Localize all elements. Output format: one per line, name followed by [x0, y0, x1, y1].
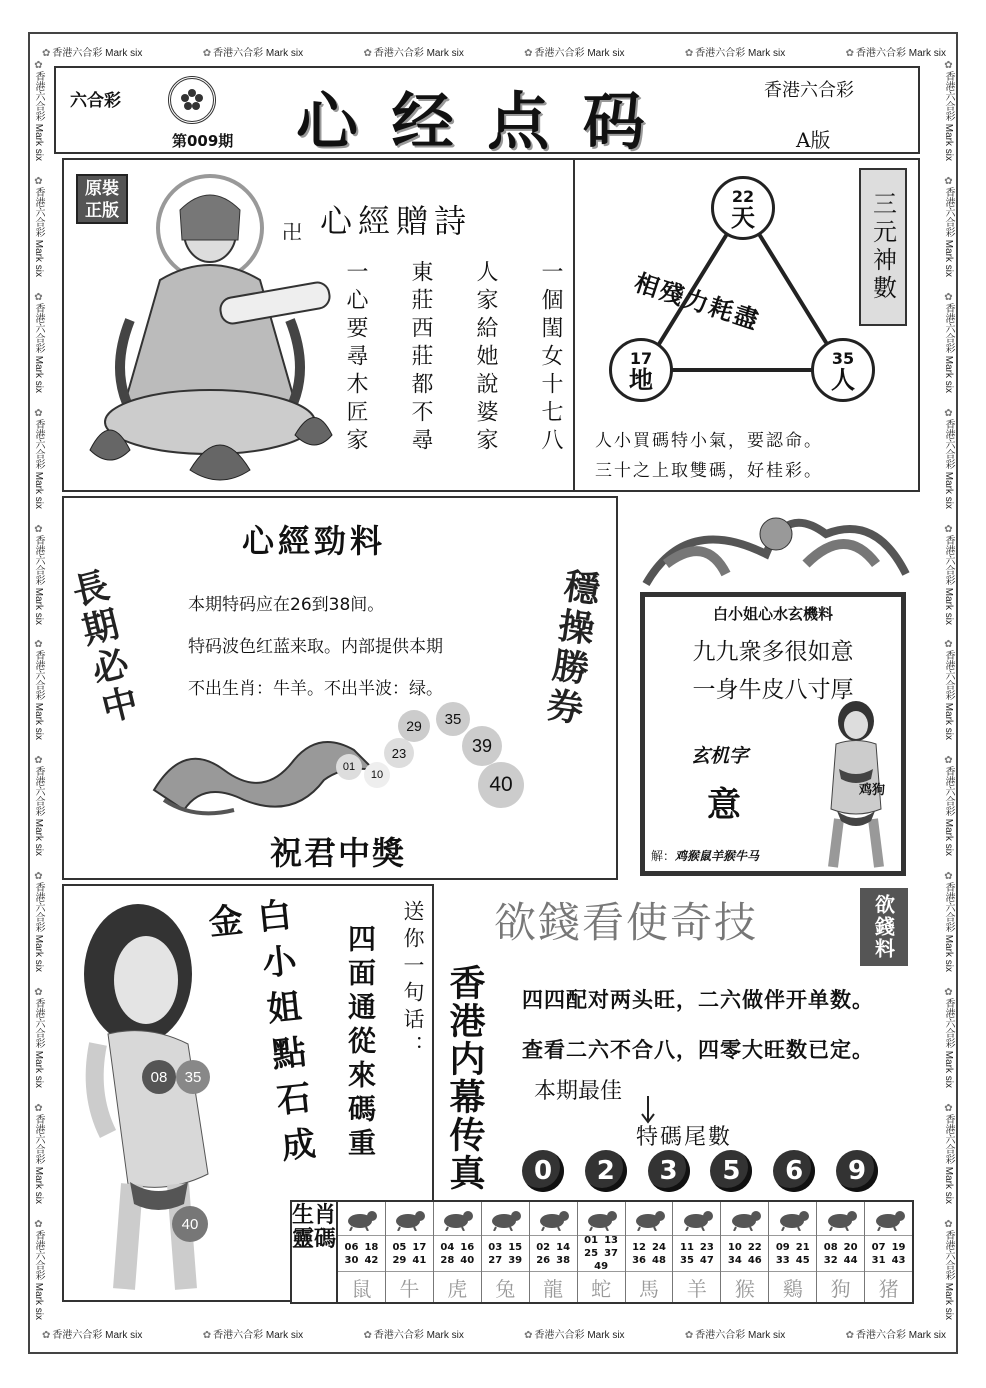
zodiac-label: 生肖靈碼 [292, 1202, 338, 1302]
node-di-label: 地 [629, 365, 653, 394]
zodiac-name: 馬 [638, 1276, 659, 1301]
flower-icon: ✿ [845, 48, 854, 59]
zodiac-number: 31 [871, 1254, 886, 1266]
zodiac-name: 鷄 [782, 1276, 803, 1301]
border-label: ✿香港六合彩 Mark six [943, 871, 954, 973]
zodiac-animal-icon [434, 1202, 481, 1236]
zodiac-number: 23 [699, 1241, 714, 1253]
zodiac-cell-6 [626, 1202, 674, 1302]
xuanji-label: 玄机字 [691, 745, 749, 767]
tail-ball-3: 3 [648, 1150, 690, 1192]
zodiac-name: 兔 [495, 1276, 516, 1301]
node-di-num: 17 [629, 348, 653, 368]
girl-ball-08: 08 [142, 1060, 176, 1094]
jinliao-footer: 祝君中獎 [270, 834, 407, 872]
zodiac-numbers [769, 1236, 816, 1272]
swastika-symbol: 卍 [282, 220, 302, 244]
flower-icon: ✿ [943, 291, 954, 303]
model-figure [811, 699, 901, 869]
node-tian [711, 176, 775, 240]
phrase-vertical: 四面通從來碼重 [344, 924, 377, 1162]
zodiac-numbers [434, 1236, 481, 1272]
border-label: ✿香港六合彩 Mark six [943, 407, 954, 509]
flower-icon: ✿ [42, 48, 51, 59]
zodiac-number: 37 [604, 1248, 618, 1259]
flower-icon: ✿ [33, 1103, 44, 1115]
zodiac-number: 21 [795, 1241, 810, 1253]
brand-label: 香港六合彩 [764, 80, 854, 101]
border-label: ✿香港六合彩 Mark six [33, 291, 44, 393]
flower-icon: ✿ [33, 871, 44, 883]
zodiac-animal-icon [338, 1202, 385, 1236]
flower-icon: ✿ [363, 48, 372, 59]
zodiac-numbers [721, 1236, 768, 1272]
border-label: ✿ 香港六合彩 Mark six [363, 48, 464, 59]
original-badge: 原裝正版 [76, 174, 128, 224]
border-label: ✿香港六合彩 Mark six [33, 987, 44, 1089]
zodiac-name: 龍 [543, 1276, 564, 1301]
zodiac-number: 22 [747, 1241, 762, 1253]
xuanji-answer-prefix: 解： [651, 849, 676, 863]
flower-icon: ✿ [943, 407, 954, 419]
poem-panel [62, 158, 574, 492]
zodiac-cell-5 [578, 1202, 626, 1302]
poem-column-1: 一個閨女十七八 [538, 260, 563, 456]
border-label: ✿ 香港六合彩 Mark six [42, 48, 143, 59]
border-label: ✿ 香港六合彩 Mark six [524, 1330, 625, 1341]
flower-icon: ✿ [943, 987, 954, 999]
zodiac-number: 19 [891, 1241, 906, 1253]
zodiac-number: 26 [536, 1254, 551, 1266]
poem-columns [340, 260, 566, 492]
triangle-line-1: 人小買碼特小氣，要認命。 [595, 431, 823, 451]
border-label: ✿香港六合彩 Mark six [33, 755, 44, 857]
zodiac-number: 14 [556, 1241, 571, 1253]
zodiac-number: 32 [823, 1254, 838, 1266]
border-label: ✿香港六合彩 Mark six [33, 60, 44, 161]
flower-icon: ✿ [943, 523, 954, 535]
zodiac-number: 41 [412, 1254, 427, 1266]
flower-icon: ✿ [42, 1330, 51, 1341]
zodiac-numbers [673, 1236, 720, 1272]
jinliao-ball-39: 39 [462, 726, 502, 766]
zodiac-cell-11 [865, 1202, 912, 1302]
flower-icon: ✿ [943, 1103, 954, 1115]
zodiac-numbers [626, 1236, 673, 1272]
zodiac-number: 18 [364, 1241, 379, 1253]
triangle-line-2: 三十之上取雙碼，好桂彩。 [595, 461, 823, 481]
zodiac-cell-3 [482, 1202, 530, 1302]
border-label: ✿香港六合彩 Mark six [943, 60, 954, 161]
zodiac-number: 17 [412, 1241, 427, 1253]
zodiac-numbers [817, 1236, 864, 1272]
poem-column-3: 東莊西莊都不尋 [408, 260, 433, 456]
zodiac-cell-10 [817, 1202, 865, 1302]
zodiac-name: 鼠 [351, 1276, 372, 1301]
zodiac-animal-icon [578, 1202, 625, 1236]
zodiac-animal-icon [817, 1202, 864, 1236]
zodiac-number: 10 [727, 1241, 742, 1253]
zodiac-number: 12 [632, 1241, 646, 1253]
zodiac-number: 44 [843, 1254, 858, 1266]
triangle-center-text: 相殘力耗盡 [631, 267, 764, 336]
songni-vertical: 送你一句话： [401, 900, 425, 1062]
jinliao-left-vertical: 長期必中 [63, 565, 143, 731]
node-di [609, 338, 673, 402]
flower-icon: ✿ [202, 48, 212, 59]
zodiac-animal-icon [721, 1202, 768, 1236]
zodiac-number: 07 [871, 1241, 886, 1253]
zodiac-number: 20 [843, 1241, 858, 1253]
zodiac-number: 09 [775, 1241, 790, 1253]
flower-icon: ✿ [684, 48, 694, 59]
baixiaojie-text: 白小姐點石成金 [200, 896, 318, 1175]
jinliao-ball-23: 23 [384, 738, 414, 768]
zodiac-numbers [530, 1236, 577, 1272]
flower-icon: ✿ [33, 175, 44, 187]
zodiac-animal-icon [673, 1202, 720, 1236]
flower-icon: ✿ [33, 291, 44, 303]
zodiac-name: 猪 [878, 1276, 899, 1301]
zodiac-number: 03 [488, 1241, 503, 1253]
girl-ball-35: 35 [176, 1060, 210, 1094]
zodiac-numbers [386, 1236, 433, 1272]
poem-column-2: 人家給她說婆家 [473, 260, 498, 456]
jinliao-right-vertical: 穩操勝券 [539, 565, 603, 731]
border-label: ✿香港六合彩 Mark six [943, 987, 954, 1089]
zodiac-name: 狗 [830, 1276, 851, 1301]
flower-icon: ✿ [33, 755, 44, 767]
jinliao-ball-01: 01 [336, 754, 362, 780]
triangle-panel [573, 158, 920, 492]
tail-ball-0: 0 [522, 1150, 564, 1192]
zodiac-number: 47 [699, 1254, 714, 1266]
zodiac-animal-icon [386, 1202, 433, 1236]
border-label: ✿香港六合彩 Mark six [943, 639, 954, 741]
zodiac-animal-icon [626, 1202, 673, 1236]
poem-title: 心經贈詩 [320, 202, 473, 240]
zodiac-number: 08 [823, 1241, 838, 1253]
border-label: ✿香港六合彩 Mark six [943, 175, 954, 277]
zodiac-numbers [338, 1236, 385, 1272]
xuanji-line-2: 一身牛皮八寸厚 [692, 677, 854, 703]
zodiac-cell-0 [338, 1202, 386, 1302]
tail-label: 特碼尾數 [636, 1125, 733, 1150]
flower-icon: ✿ [363, 1330, 372, 1341]
border-label: ✿香港六合彩 Mark six [943, 1218, 954, 1320]
zodiac-cell-1 [386, 1202, 434, 1302]
zodiac-number: 29 [392, 1254, 407, 1266]
girl-ball-40: 40 [172, 1206, 208, 1242]
xuanji-line-1: 九九衆多很如意 [692, 639, 854, 665]
yuqian-line-1: 四四配对两头旺，二六做伴开单数。 [522, 987, 874, 1012]
zodiac-number: 30 [344, 1254, 359, 1266]
jinliao-title: 心經勁料 [242, 522, 387, 560]
zodiac-numbers [865, 1236, 912, 1272]
jinliao-ball-35: 35 [436, 702, 470, 736]
zodiac-number: 05 [392, 1241, 407, 1253]
zodiac-number: 40 [460, 1254, 475, 1266]
sanyuan-title: 三元神數 [859, 168, 907, 326]
border-label: ✿香港六合彩 Mark six [33, 871, 44, 973]
zodiac-number: 38 [556, 1254, 571, 1266]
zodiac-number: 34 [727, 1254, 742, 1266]
flower-icon: ✿ [943, 871, 954, 883]
node-ren-num: 35 [831, 348, 855, 368]
zodiac-cell-4 [530, 1202, 578, 1302]
zodiac-name: 虎 [447, 1276, 468, 1301]
yuqian-badge: 欲錢料 [860, 888, 908, 966]
flower-icon: ✿ [202, 1330, 212, 1341]
jinliao-line-3: 不出生肖：牛羊。不出半波：绿。 [188, 679, 443, 699]
jinliao-panel [62, 496, 618, 880]
edition-label: A版 [796, 128, 831, 152]
border-label: ✿ 香港六合彩 Mark six [363, 1330, 464, 1341]
zodiac-number: 04 [440, 1241, 455, 1253]
border-right-labels [936, 60, 956, 1320]
flower-icon: ✿ [943, 639, 954, 651]
border-label: ✿香港六合彩 Mark six [943, 755, 954, 857]
jinliao-ball-40: 40 [478, 762, 524, 808]
yuqian-title: 欲錢看使奇技 [494, 898, 759, 947]
xuanji-char: 意 [707, 785, 741, 825]
zodiac-number: 45 [795, 1254, 810, 1266]
flower-icon: ✿ [845, 1330, 854, 1341]
zodiac-animal-icon [482, 1202, 529, 1236]
liuhecai-logo: 六合彩 [70, 91, 121, 111]
zodiac-number: 39 [508, 1254, 523, 1266]
zodiac-number: 25 [584, 1248, 599, 1259]
zodiac-number: 43 [891, 1254, 906, 1266]
flower-icon: ✿ [33, 639, 44, 651]
border-label: ✿ 香港六合彩 Mark six [202, 1330, 304, 1341]
border-label: ✿香港六合彩 Mark six [943, 523, 954, 625]
zodiac-numbers [578, 1236, 625, 1272]
flower-icon: ✿ [684, 1330, 694, 1341]
border-left-labels [26, 60, 46, 1320]
flower-icon: ✿ [33, 987, 44, 999]
jinliao-ball-10: 10 [364, 762, 390, 788]
node-tian-label: 天 [731, 203, 755, 232]
zodiac-number: 48 [651, 1254, 666, 1266]
xuanji-answer [651, 847, 759, 864]
zodiac-name: 猴 [734, 1276, 755, 1301]
node-tian-num: 22 [731, 186, 755, 206]
border-label: ✿ 香港六合彩 Mark six [684, 48, 786, 59]
border-label: ✿香港六合彩 Mark six [33, 1218, 44, 1320]
node-ren [811, 338, 875, 402]
issue-number: 第009期 [172, 132, 234, 150]
best-label: 本期最佳 [534, 1079, 623, 1104]
zodiac-numbers [482, 1236, 529, 1272]
zodiac-number: 02 [536, 1241, 551, 1253]
flower-icon: ✿ [943, 60, 954, 71]
zodiac-number: 28 [440, 1254, 455, 1266]
poem-column-4: 一心要尋木匠家 [343, 260, 368, 456]
zodiac-table [290, 1200, 914, 1304]
tail-ball-5: 5 [710, 1150, 752, 1192]
border-label: ✿香港六合彩 Mark six [33, 1103, 44, 1205]
zodiac-cell-8 [721, 1202, 769, 1302]
border-label: ✿ 香港六合彩 Mark six [845, 1330, 946, 1341]
zodiac-animal-icon [865, 1202, 912, 1236]
border-label: ✿ 香港六合彩 Mark six [202, 48, 304, 59]
border-label: ✿ 香港六合彩 Mark six [524, 48, 625, 59]
border-label: ✿香港六合彩 Mark six [33, 407, 44, 509]
tail-ball-6: 6 [773, 1150, 815, 1192]
zodiac-name: 羊 [686, 1276, 707, 1301]
jinliao-line-2: 特码波色红蓝来取。内部提供本期 [188, 637, 443, 657]
zodiac-number: 27 [488, 1254, 503, 1266]
zodiac-number: 33 [775, 1254, 790, 1266]
node-ren-label: 人 [831, 365, 855, 394]
header [54, 66, 920, 158]
zodiac-number: 15 [508, 1241, 523, 1253]
flower-icon: ✿ [943, 1218, 954, 1230]
flower-icon: ✿ [943, 175, 954, 187]
xuanji-panel [640, 592, 906, 876]
zodiac-number: 49 [594, 1261, 609, 1272]
plant-illustration [626, 494, 920, 594]
tail-ball-2: 2 [585, 1150, 627, 1192]
yuqian-line-2: 查看二六不合八，四零大旺数已定。 [522, 1037, 874, 1062]
border-top-labels [40, 44, 946, 58]
border-label: ✿香港六合彩 Mark six [33, 175, 44, 277]
border-label: ✿香港六合彩 Mark six [33, 523, 44, 625]
flower-icon: ✿ [524, 1330, 533, 1341]
zodiac-cell-7 [673, 1202, 721, 1302]
xuanji-title: 白小姐心水玄機料 [712, 605, 833, 623]
xuanji-tag: 鸡狗 [859, 783, 886, 798]
xuanji-answer-text: 鸡猴鼠羊猴牛马 [675, 849, 760, 863]
zodiac-name: 牛 [399, 1276, 420, 1301]
neimu-vertical: 香港内幕传真 [444, 964, 486, 1192]
tail-balls [522, 1150, 878, 1194]
zodiac-number: 13 [604, 1235, 618, 1246]
zodiac-number: 16 [460, 1241, 475, 1253]
border-label: ✿香港六合彩 Mark six [33, 639, 44, 741]
hk-emblem-icon [168, 76, 216, 124]
border-label: ✿香港六合彩 Mark six [943, 291, 954, 393]
zodiac-number: 35 [679, 1254, 694, 1266]
page-title: 心 经 点 码 [296, 85, 651, 158]
border-bottom-labels [40, 1326, 946, 1340]
zodiac-animal-icon [769, 1202, 816, 1236]
zodiac-name: 蛇 [591, 1276, 612, 1301]
border-label: ✿ 香港六合彩 Mark six [684, 1330, 786, 1341]
flower-icon: ✿ [33, 523, 44, 535]
zodiac-number: 42 [364, 1254, 379, 1266]
border-label: ✿ 香港六合彩 Mark six [845, 48, 946, 59]
flower-icon: ✿ [524, 48, 533, 59]
zodiac-cells [338, 1202, 912, 1302]
border-label: ✿ 香港六合彩 Mark six [42, 1330, 143, 1341]
zodiac-number: 01 [584, 1235, 599, 1246]
tail-ball-9: 9 [836, 1150, 878, 1192]
flower-icon: ✿ [33, 407, 44, 419]
zodiac-cell-9 [769, 1202, 817, 1302]
zodiac-number: 06 [344, 1241, 359, 1253]
zodiac-cell-2 [434, 1202, 482, 1302]
zodiac-number: 24 [651, 1241, 666, 1253]
jinliao-ball-29: 29 [398, 710, 430, 742]
jinliao-line-1: 本期特码应在26到38间。 [188, 595, 385, 615]
zodiac-number: 46 [747, 1254, 762, 1266]
zodiac-number: 11 [679, 1241, 694, 1253]
zodiac-number: 36 [632, 1254, 646, 1266]
flower-icon: ✿ [33, 1218, 44, 1230]
flower-icon: ✿ [943, 755, 954, 767]
zodiac-animal-icon [530, 1202, 577, 1236]
flower-icon: ✿ [33, 60, 44, 71]
border-label: ✿香港六合彩 Mark six [943, 1103, 954, 1205]
